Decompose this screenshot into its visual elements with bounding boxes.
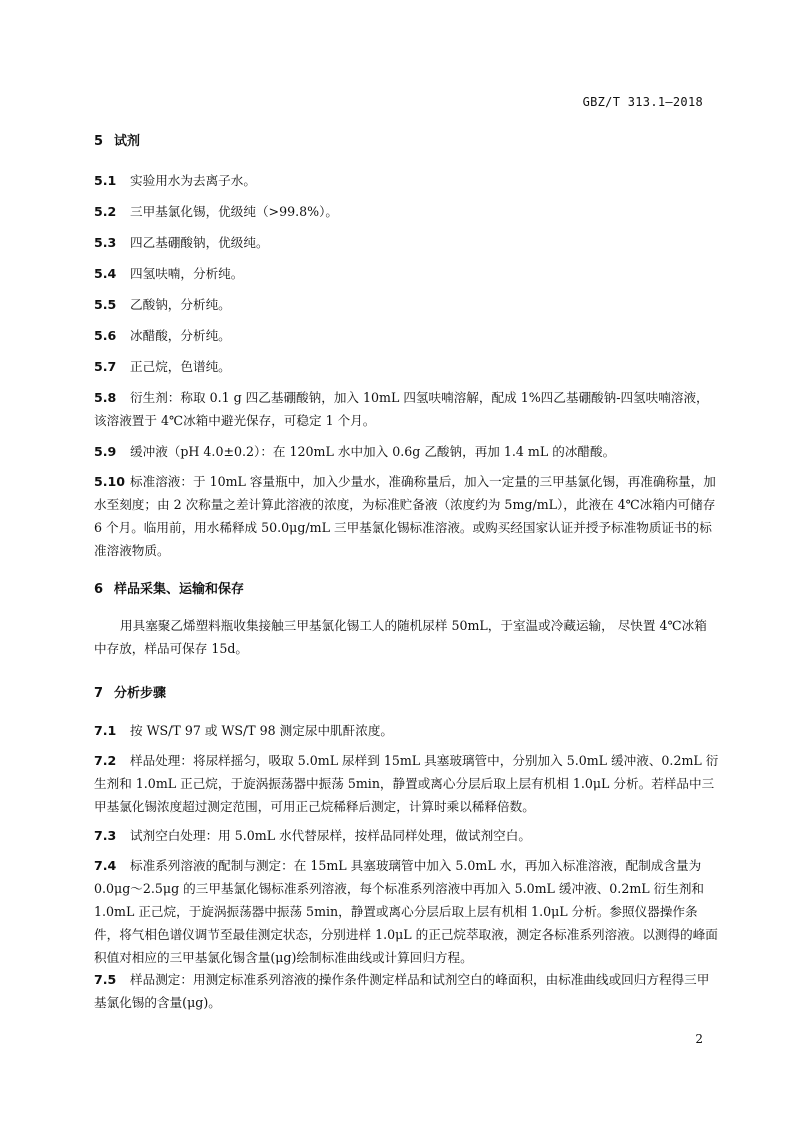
section-number: 6 [94, 582, 104, 597]
clause-text: 乙酸钠，分析纯。 [130, 297, 231, 312]
clause-5-10 [94, 470, 719, 562]
clause-7-1 [94, 719, 719, 742]
clause-5-7 [94, 355, 719, 378]
clause-text: 四乙基硼酸钠，优级纯。 [130, 235, 269, 250]
clause-number: 5.9 [94, 444, 117, 459]
clause-number: 5.1 [94, 173, 117, 188]
clause-number: 5.7 [94, 359, 117, 374]
clause-number: 5.5 [94, 297, 117, 312]
clause-number: 7.3 [94, 828, 117, 843]
clause-7-2 [94, 749, 719, 818]
clause-text: 衍生剂：称取 0.1 g 四乙基硼酸钠，加入 10mL 四氢呋喃溶解，配成 1%四乙基硼酸钠-四氢呋喃溶液，该溶液置于 4℃冰箱中避光保存，可稳定 1 个月。 [94, 390, 709, 428]
clause-number: 7.2 [94, 753, 117, 768]
clause-number: 5.3 [94, 235, 117, 250]
clause-7-4 [94, 854, 719, 969]
clause-number: 5.10 [94, 474, 126, 489]
clause-text: 冰醋酸，分析纯。 [130, 328, 231, 343]
clause-5-5 [94, 293, 719, 316]
section-number: 7 [94, 686, 104, 701]
clause-5-4 [94, 262, 719, 285]
page-number: 2 [695, 1032, 703, 1046]
section-6-heading [94, 578, 244, 597]
section-title: 分析步骤 [114, 686, 167, 701]
section-title: 试剂 [114, 134, 141, 149]
clause-text: 三甲基氯化锡，优级纯（>99.8%）。 [130, 204, 338, 219]
section-6-paragraph: 用具塞聚乙烯塑料瓶收集接触三甲基氯化锡工人的随机尿样 50mL，于室温或冷藏运输， 尽快置 4℃冰箱中存放，样品可保存 15d。 [94, 618, 707, 656]
clause-7-5 [94, 968, 719, 1014]
section-number: 5 [94, 134, 104, 149]
clause-7-3 [94, 824, 719, 847]
section-5-heading [94, 130, 140, 149]
clause-text: 标准系列溶液的配制与测定：在 15mL 具塞玻璃管中加入 5.0mL 水，再加入标准溶液，配制成含量为 0.0μg～2.5μg 的三甲基氯化锡标准系列溶液，每个标准系列溶液中再加入 5.0mL 缓冲液、0.2mL 衍生剂和 1.0mL 正己烷，于旋涡振荡器中振荡 5min，静置或离心分层后取上层有机相 1.0μL 分析。参照仪器操作条件，将气相色谱仪调节至最佳测定状态，分别进样 1.0μL 的正己烷萃取液，测定各标准系列溶液。以测得的峰面积值对相应的三甲基氯化锡含量(μg)绘制标准曲线或计算回归方程。 [94, 858, 718, 965]
section-7-heading [94, 682, 166, 701]
clause-5-2 [94, 200, 719, 223]
clause-text: 样品处理：将尿样摇匀，吸取 5.0mL 尿样到 15mL 具塞玻璃管中，分别加入 5.0mL 缓冲液、0.2mL 衍生剂和 1.0mL 正己烷，于旋涡振荡器中振荡 5min，静置或离心分层后取上层有机相 1.0μL 分析。若样品中三甲基氯化锡浓度超过测定范围，可用正己烷稀释后测定，计算时乘以稀释倍数。 [94, 753, 719, 814]
clause-number: 5.6 [94, 328, 117, 343]
clause-text: 缓冲液（pH 4.0±0.2）：在 120mL 水中加入 0.6g 乙酸钠，再加 1.4 mL 的冰醋酸。 [130, 444, 616, 459]
clause-5-9 [94, 440, 719, 463]
clause-5-3 [94, 231, 719, 254]
clause-text: 正己烷，色谱纯。 [130, 359, 231, 374]
clause-5-8 [94, 386, 719, 432]
section-title: 样品采集、运输和保存 [114, 582, 245, 597]
clause-number: 5.2 [94, 204, 117, 219]
clause-number: 5.4 [94, 266, 117, 281]
clause-text: 按 WS/T 97 或 WS/T 98 测定尿中肌酐浓度。 [130, 723, 394, 738]
clause-text: 试剂空白处理：用 5.0mL 水代替尿样，按样品同样处理，做试剂空白。 [130, 828, 531, 843]
clause-5-1 [94, 169, 719, 192]
clause-text: 四氢呋喃，分析纯。 [130, 266, 244, 281]
document-code-header: GBZ/T 313.1—2018 [582, 95, 703, 109]
clause-text: 样品测定：用测定标准系列溶液的操作条件测定样品和试剂空白的峰面积，由标准曲线或回归方程得三甲基氯化锡的含量(μg)。 [94, 972, 710, 1010]
clause-number: 7.4 [94, 858, 117, 873]
clause-number: 5.8 [94, 390, 117, 405]
clause-5-6 [94, 324, 719, 347]
clause-number: 7.1 [94, 723, 117, 738]
clause-text: 实验用水为去离子水。 [130, 173, 256, 188]
clause-text: 标准溶液：于 10mL 容量瓶中，加入少量水，准确称量后，加入一定量的三甲基氯化锡，再准确称量，加水至刻度；由 2 次称量之差计算此溶液的浓度，为标准贮备液（浓度约为 5mg/mL），此液在 4℃冰箱内可储存 6 个月。临用前，用水稀释成 50.0μg/mL 三甲基氯化锡标准溶液。或购买经国家认证并授予标准物质证书的标准溶液物质。 [94, 474, 716, 558]
clause-number: 7.5 [94, 972, 117, 987]
